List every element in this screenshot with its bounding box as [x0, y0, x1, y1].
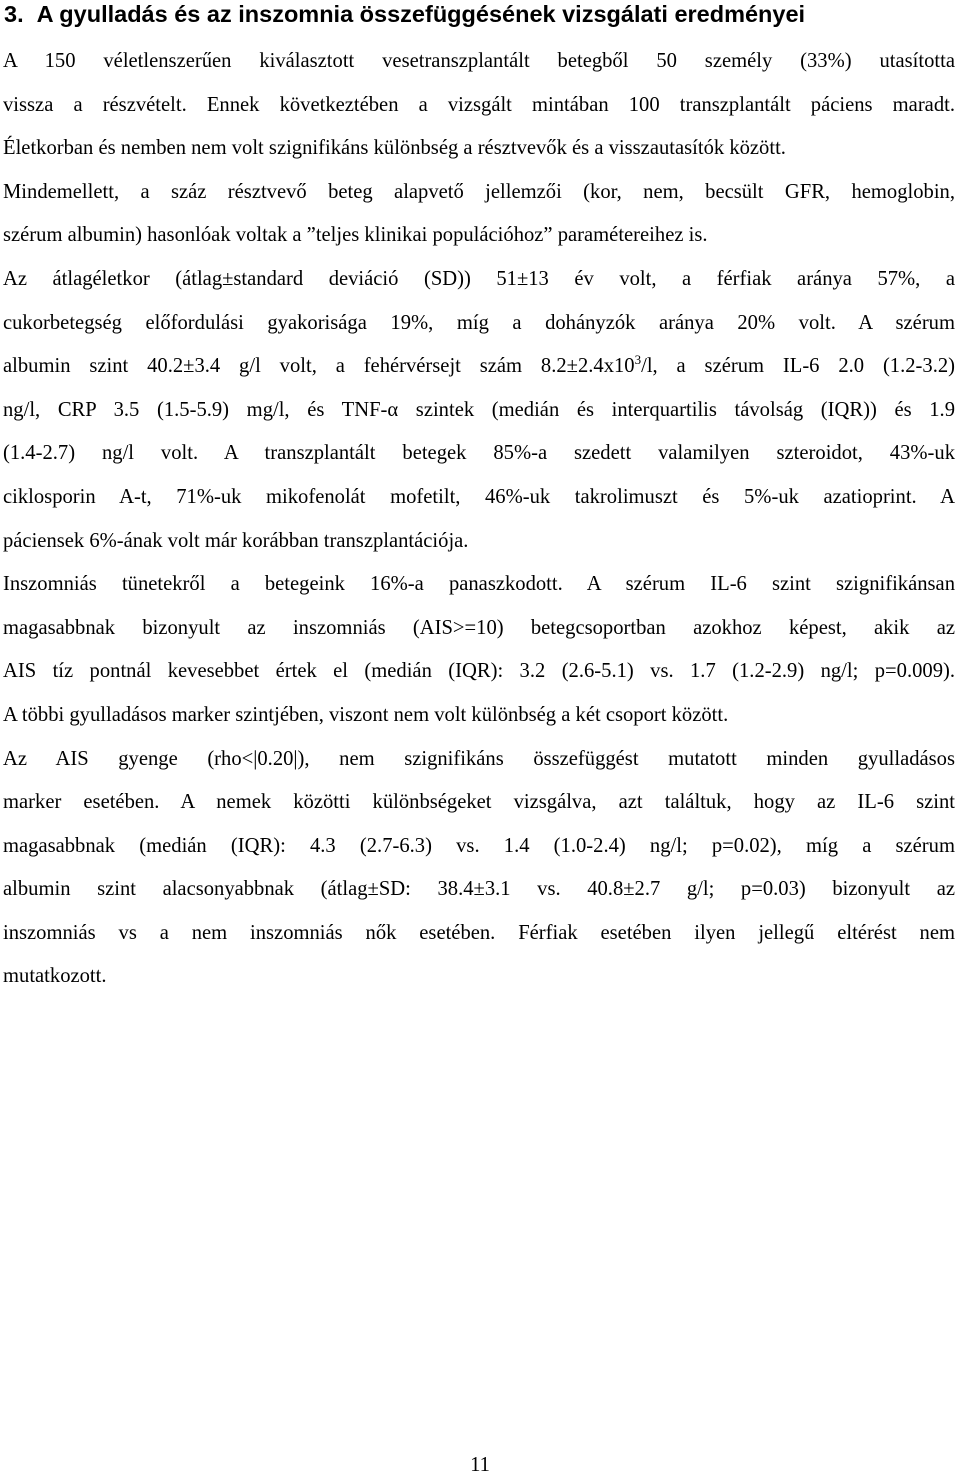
page-number: 11	[470, 1454, 490, 1476]
section-number: 3.	[4, 1, 24, 27]
text-line: inszomniás vs a nem inszomniás nők esetében. Férfiak esetében ilyen jellegű eltérést nem	[3, 921, 955, 944]
text-line: Mindemellett, a száz résztvevő beteg alapvető jellemzői (kor, nem, becsült GFR, hemoglobin,	[3, 180, 955, 203]
text-line: AIS tíz pontnál kevesebbet értek el (medián (IQR): 3.2 (2.6-5.1) vs. 1.7 (1.2-2.9) ng/l; p=0.009).	[3, 660, 955, 683]
text-line: (1.4-2.7) ng/l volt. A transzplantált betegek 85%-a szedett valamilyen szteroidot, 43%-uk	[3, 442, 955, 465]
text-line: marker esetében. A nemek közötti különbségeket vizsgálva, azt találtuk, hogy az IL-6 szint	[3, 791, 955, 814]
text-line: Az átlagéletkor (átlag±standard deviáció (SD)) 51±13 év volt, a férfiak aránya 57%, a	[3, 267, 955, 290]
text-line: Életkorban és nemben nem volt szignifikáns különbség a résztvevők és a visszautasítók között.	[3, 137, 786, 160]
text-line: vissza a részvételt. Ennek következtében a vizsgált mintában 100 transzplantált páciens maradt.	[3, 93, 955, 116]
text-line: ng/l, CRP 3.5 (1.5-5.9) mg/l, és TNF-α szintek (medián és interquartilis távolság (IQR)) és 1.9	[3, 398, 955, 421]
superscript: 3	[634, 352, 642, 368]
text-line: A 150 véletlenszerűen kiválasztott vesetranszplantált betegből 50 személy (33%) utasította	[3, 50, 955, 72]
section-title: A gyulladás és az inszomnia összefüggésének vizsgálati eredményei	[36, 1, 806, 27]
body-text	[3, 40, 955, 999]
text-line: magasabbnak (medián (IQR): 4.3 (2.7-6.3) vs. 1.4 (1.0-2.4) ng/l; p=0.02), míg a szérum	[3, 834, 955, 857]
section-heading	[4, 0, 805, 28]
text-line: szérum albumin) hasonlóak voltak a ”teljes klinikai populációhoz” paramétereihez is.	[3, 224, 708, 247]
text-line: magasabbnak bizonyult az inszomniás (AIS>=10) betegcsoportban azokhoz képest, akik az	[3, 616, 955, 639]
text-line: A többi gyulladásos marker szintjében, viszont nem volt különbség a két csoport között.	[3, 703, 729, 726]
text-line-with-superscript	[3, 345, 955, 389]
text-line: ciklosporin A-t, 71%-uk mikofenolát mofetilt, 46%-uk takrolimuszt és 5%-uk azatioprint. A	[3, 485, 955, 508]
text-line: páciensek 6%-ának volt már korábban transzplantációja.	[3, 529, 469, 552]
text-segment: /l, a szérum IL-6 2.0 (1.2-3.2)	[641, 355, 956, 378]
text-segment: albumin szint 40.2±3.4 g/l volt, a fehérvérsejt szám 8.2±2.4x10	[3, 355, 635, 378]
text-line: cukorbetegség előfordulási gyakorisága 19%, míg a dohányzók aránya 20% volt. A szérum	[3, 311, 955, 334]
text-line: mutatkozott.	[3, 965, 107, 988]
text-line: Inszomniás tünetekről a betegeink 16%-a panaszkodott. A szérum IL-6 szint szignifikánsan	[3, 573, 955, 596]
text-line: Az AIS gyenge (rho<|0.20|), nem szignifikáns összefüggést mutatott minden gyulladásos	[3, 747, 955, 770]
text-line: albumin szint alacsonyabbnak (átlag±SD: 38.4±3.1 vs. 40.8±2.7 g/l; p=0.03) bizonyult az	[3, 878, 955, 901]
